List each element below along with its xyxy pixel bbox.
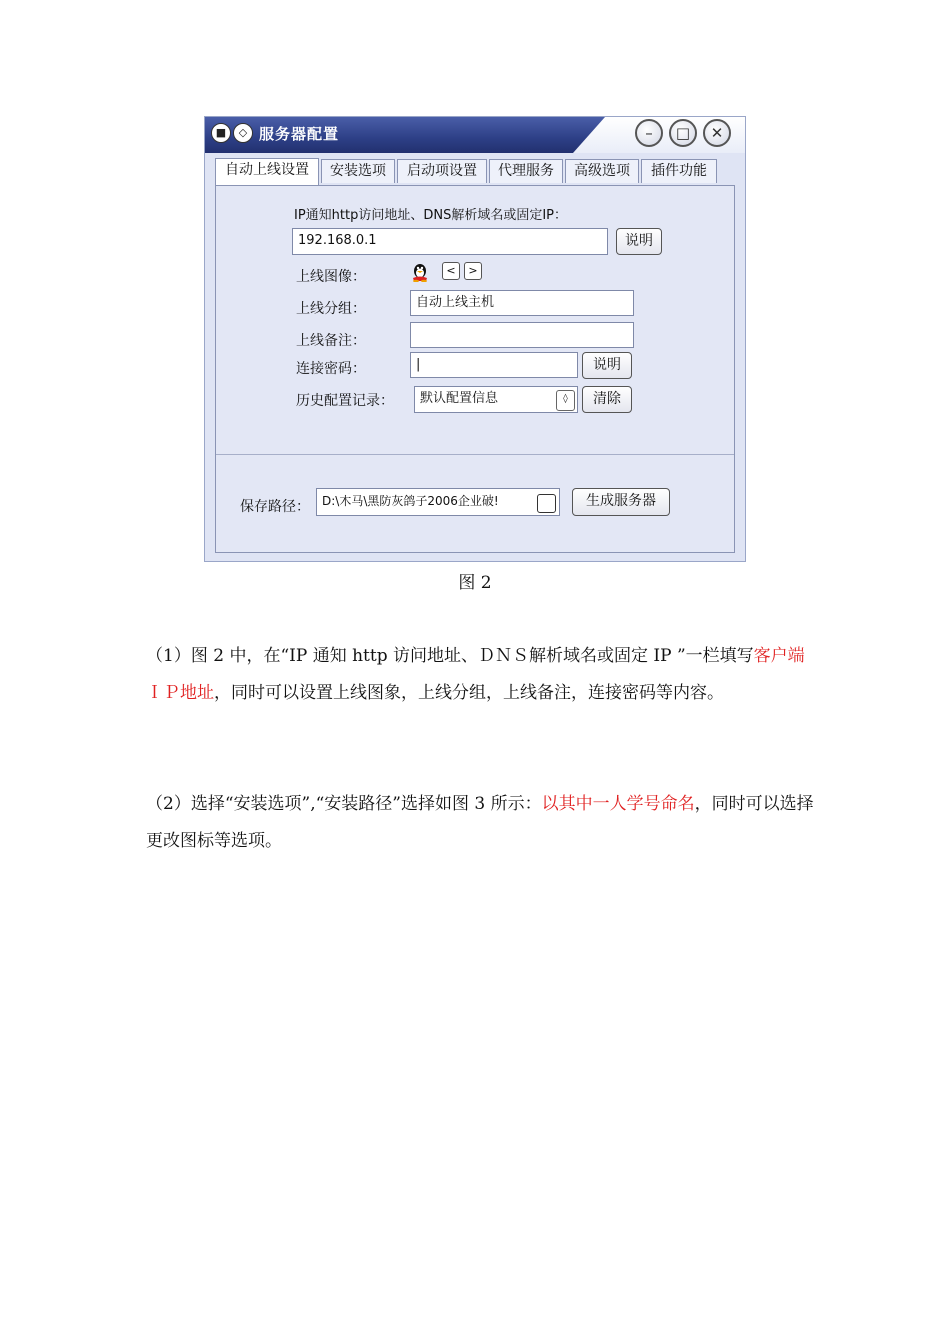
ip-explain-button[interactable]: 说明	[616, 228, 662, 255]
paragraph-2	[146, 786, 814, 860]
ip-input[interactable]: 192.168.0.1	[292, 228, 608, 255]
rollup-icon[interactable]: ◇	[233, 123, 253, 143]
paragraph-2-highlight: 以其中一人学号命名	[541, 794, 695, 814]
spinner-icon[interactable]: ◊	[556, 390, 575, 411]
window-title: 服务器配置	[259, 125, 340, 143]
close-button[interactable]: ✕	[703, 119, 731, 147]
password-label: 连接密码：	[296, 361, 366, 377]
section-divider	[216, 454, 734, 455]
clear-button[interactable]: 清除	[582, 386, 632, 413]
generate-server-button[interactable]: 生成服务器	[572, 488, 670, 516]
tab-advanced-options[interactable]: 高级选项	[565, 159, 639, 183]
paragraph-2-text-b: ，同时可以选择更改图标等选项。	[146, 794, 814, 851]
chevron-left-icon[interactable]: <	[442, 262, 460, 280]
tab-auto-online[interactable]: 自动上线设置	[215, 158, 319, 185]
save-path-label: 保存路径：	[240, 499, 310, 515]
group-label: 上线分组：	[296, 301, 366, 317]
figure-caption: 图 2	[458, 573, 492, 593]
tab-install-options[interactable]: 安装选项	[321, 159, 395, 183]
settings-panel	[215, 185, 735, 553]
paragraph-2-text-a: （2）选择“安装选项”,“安装路径”选择如图 3 所示：	[146, 794, 542, 814]
paragraph-1	[146, 638, 814, 712]
server-config-window	[204, 116, 746, 562]
minimize-button[interactable]: –	[635, 119, 663, 147]
chevron-right-icon[interactable]: >	[464, 262, 482, 280]
note-label: 上线备注：	[296, 333, 366, 349]
paragraph-1-highlight: 客户端ＩＰ地址	[146, 646, 805, 703]
system-menu-icon[interactable]: ■	[211, 123, 231, 143]
paragraph-1-text-b: ，同时可以设置上线图象，上线分组，上线备注，连接密码等内容。	[214, 683, 724, 703]
penguin-avatar-icon	[410, 262, 430, 282]
tab-plugins[interactable]: 插件功能	[641, 159, 717, 183]
maximize-button[interactable]: □	[669, 119, 697, 147]
password-explain-button[interactable]: 说明	[582, 352, 632, 379]
paragraph-1-text-a: （1）图 2 中，在“IP 通知 http 访问地址、ＤＮＳ解析域名或固定 IP ”一栏填写	[146, 646, 754, 666]
save-path-input[interactable]	[316, 488, 560, 516]
avatar-label: 上线图像：	[296, 269, 366, 285]
tab-proxy-service[interactable]: 代理服务	[489, 159, 563, 183]
title-bar	[205, 117, 745, 153]
history-select-value: 默认配置信息	[420, 391, 499, 406]
browse-checkbox[interactable]	[537, 494, 556, 513]
history-select[interactable]	[414, 386, 578, 413]
group-input[interactable]: 自动上线主机	[410, 290, 634, 316]
ip-label: IP通知http访问地址、DNS解析域名或固定IP：	[294, 208, 568, 223]
save-path-value: D:\木马\黑防灰鸽子2006企业破!	[322, 494, 499, 508]
note-input[interactable]	[410, 322, 634, 348]
tab-startup-settings[interactable]: 启动项设置	[397, 159, 487, 183]
history-label: 历史配置记录：	[296, 393, 394, 409]
password-input[interactable]: |	[410, 352, 578, 378]
